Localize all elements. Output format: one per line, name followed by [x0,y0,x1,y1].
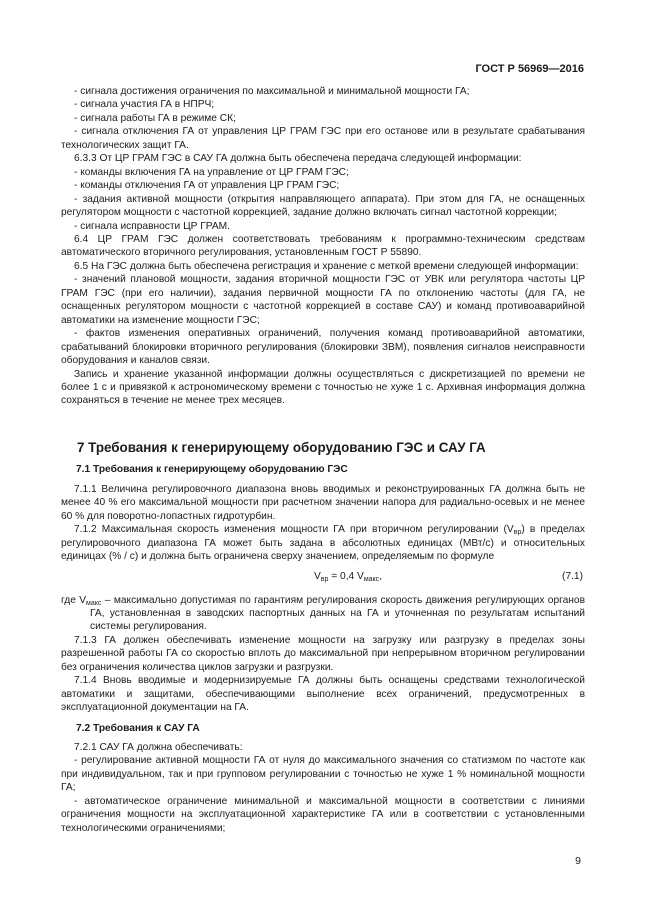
paragraph: 7.2.1 САУ ГА должна обеспечивать: [74,742,243,754]
subscript: вр [513,529,522,537]
paragraph: - команды включения ГА на управление от ЦР ГРАМ ГЭС; [74,166,349,178]
formula-number: (7.1) [562,570,583,582]
paragraph: - значений плановой мощности, задания вторичной мощности ГЭС от УВК или регулятора частоты ЦР ГРАМ ГЭС (при его наличии), задания первичной мощности ГА по отклонению частоты (для ГА, не оснащенных регулятором мощности с частотной коррекцией в составе САУ) и команд противоаварийной автоматики на изменение мощности ГЭС; [61,274,585,326]
paragraph: 6.5 На ГЭС должна быть обеспечена регистрация и хранение с меткой времени следующей информации: [74,260,579,272]
formula-part: , [379,570,383,582]
formula-subscript: вр [320,575,329,583]
paragraph: - команды отключения ГА от управления ЦР ГРАМ ГЭС; [74,180,340,192]
formula-part: = 0,4 V [328,570,364,582]
formula [61,570,585,586]
subsection-heading: 7.1 Требования к генерирующему оборудованию ГЭС [76,464,348,476]
subscript: макс [86,599,102,607]
formula-explanation [61,594,585,634]
paragraph: - сигнала участия ГА в НПРЧ; [74,99,215,111]
page-body [61,85,585,835]
paragraph: 6.3.3 От ЦР ГРАМ ГЭС в САУ ГА должна быть обеспечена передача следующей информации: [74,153,522,165]
paragraph: - сигнала отключения ГА от управления ЦР ГРАМ ГЭС при его останове или в результате срабатывания технологических защит ГА. [61,126,585,151]
paragraph: - сигнала работы ГА в режиме СК; [74,112,236,124]
paragraph: - задания активной мощности (открытия направляющего аппарата). При этом для ГА, не оснащенных регулятором мощности с частотной коррекцией, задание должно включать сигнал частотной коррекции; [61,193,585,219]
page-number: 9 [575,855,581,867]
text-run: 7.1.2 Максимальная скорость изменения мощности ГА при вторичном регулировании (V [74,524,514,536]
paragraph: 7.1.1 Величина регулировочного диапазона вновь вводимых и реконструированных ГА должна быть не менее 40 % его максимальной мощности при расчетном значении напора для радиально-осевых и не менее 60 % для поворотно-лопастных гидротурбин. [61,483,585,522]
section-heading: 7 Требования к генерирующему оборудованию ГЭС и САУ ГА [77,439,486,455]
paragraph: - сигнала исправности ЦР ГРАМ. [74,220,230,232]
text-run: ) в пределах регулировочного диапазона ГА может быть задана в абсолютных единицах (МВт/с) и относительных единицах (% / с) и должна быть ограничена сверху значением, определяемым по формуле [61,524,585,563]
paragraph: - автоматическое ограничение минимальной и максимальной мощности в соответствии с линиями ограничения мощности на эксплуатационной характеристике ГА или в соответствии с установленными технологическими ограничениями; [61,795,585,834]
paragraph [61,523,585,563]
paragraph: Запись и хранение указанной информации должны осуществляться с дискретизацией по времени не более 1 с и привязкой к астрономическому времени с точностью не хуже 1 с. Архивная информация должна сохраняться в течение не менее трех месяцев. [61,368,585,407]
document-header: ГОСТ Р 56969—2016 [475,63,584,75]
formula-part: V [314,570,321,582]
paragraph: 7.1.4 Вновь вводимые и модернизируемые ГА должны быть оснащены средствами технологической автоматики и защитами, обеспечивающими выполнение всех ограничений, предусмотренных в эксплуатационной документации на ГА. [61,675,585,714]
paragraph: - фактов изменения оперативных ограничений, получения команд противоаварийной автоматики, срабатываний блокировки вторичного регулирования (блокировки ЗВМ), появления сигналов неисправности оборудования и каналов связи. [61,328,585,367]
text-run: где V [61,594,87,606]
paragraph: - сигнала достижения ограничения по максимальной и минимальной мощности ГА; [74,86,470,97]
formula-expression [314,570,382,583]
paragraph: 7.1.3 ГА должен обеспечивать изменение мощности на загрузку или разгрузку в пределах зоны разрешенной работы ГА со скоростью вплоть до максимальной при непрерывном вторичном регулировании без ограничения количества циклов загрузки и разгрузки. [61,634,585,673]
formula-subscript: макс [363,575,380,583]
paragraph: 6.4 ЦР ГРАМ ГЭС должен соответствовать требованиям к программно-техническим средствам автоматического вторичного регулирования, установленным ГОСТ Р 55890. [61,233,585,259]
paragraph: - регулирование активной мощности ГА от нуля до максимального значения со статизмом по частоте как при индивидуальном, так и при групповом регулировании с точностью не хуже 1 % номинальной мощности ГА; [61,755,585,794]
subsection-heading: 7.2 Требования к САУ ГА [76,722,200,734]
text-run: – максимально допустимая по гарантиям регулирования скорость движения регулирующих органов ГА, установленная в заводских паспортных данных на ГА и уточненная по результатам испытаний системы регулирования. [90,594,585,633]
